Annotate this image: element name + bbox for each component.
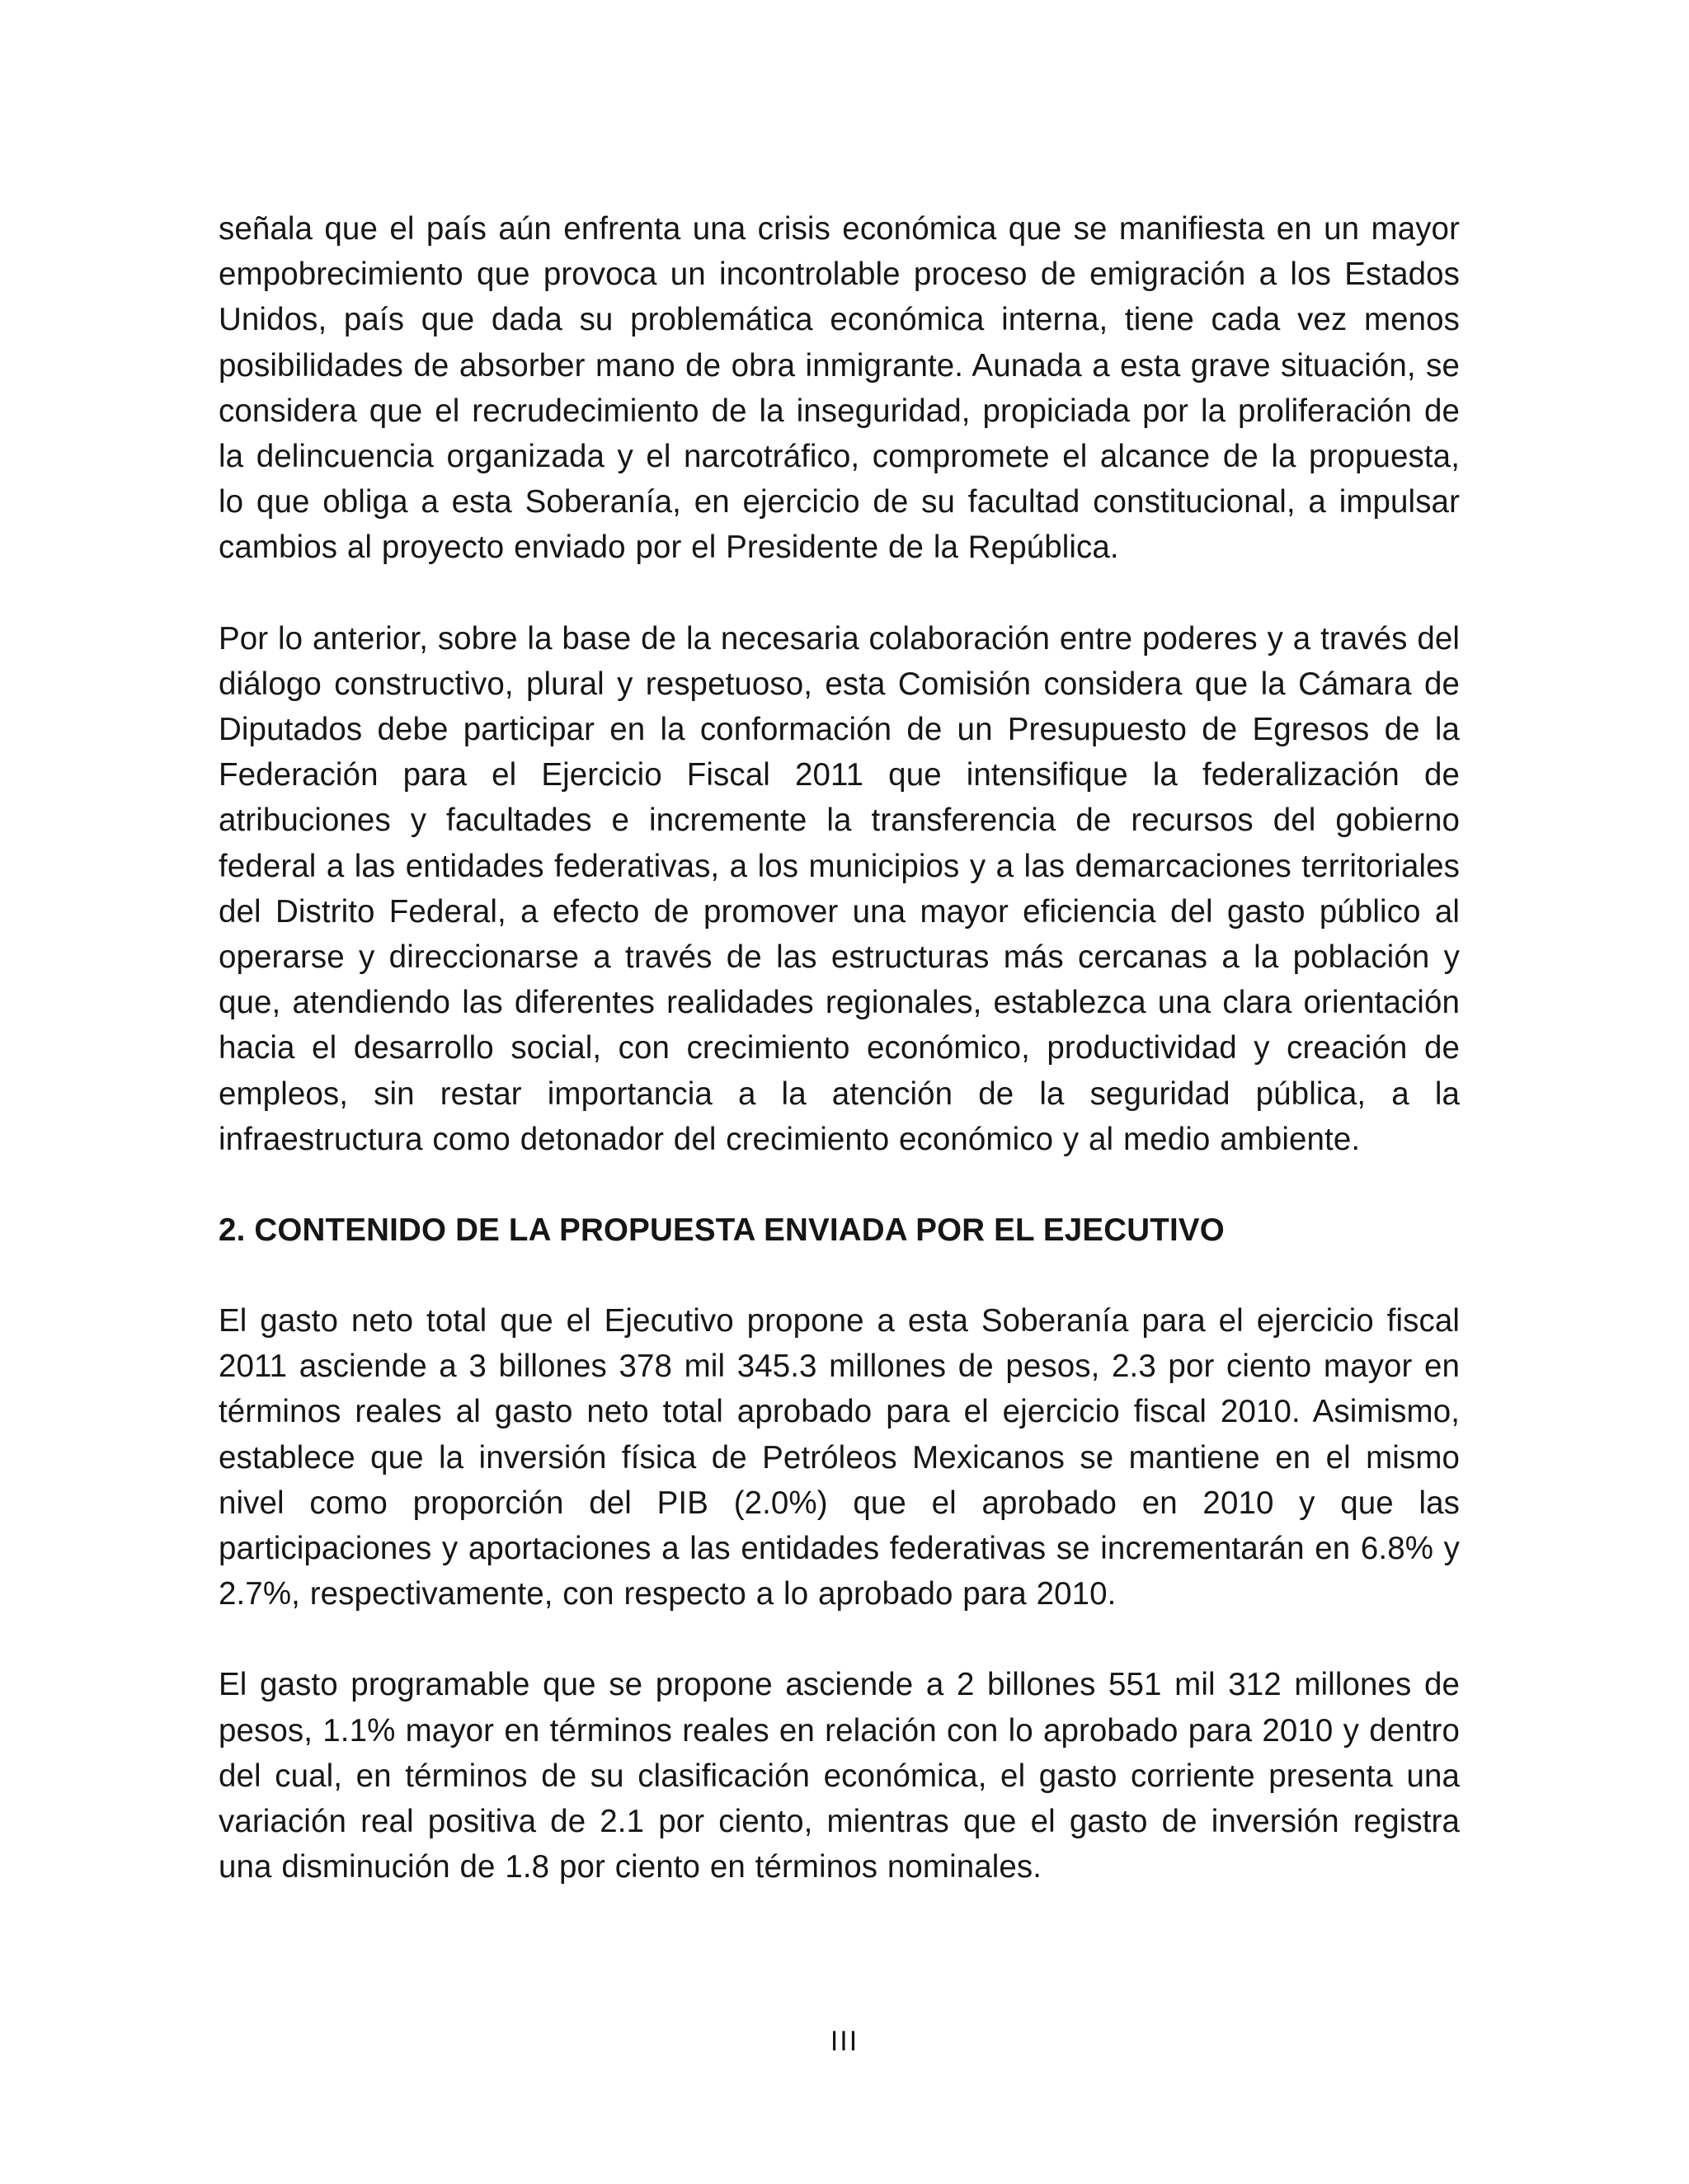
paragraph-commission-position: Por lo anterior, sobre la base de la necesaria colaboración entre poderes y a través del diálogo constructivo, plural y respetuoso, esta Comisión considera que la Cámara de Diputados debe participar en la conformación de un Presupuesto de Egresos de la Federación para el Ejercicio Fiscal 2011 que intensifique la federalización de atribuciones y facultades e incremente la transferencia de recursos del gobierno federal a las entidades federativas, a los municipios y a las demarcaciones territoriales del Distrito Federal, a efecto de promover una mayor eficiencia del gasto público al operarse y direccionarse a través de las estructuras más cercanas a la población y que, atendiendo las diferentes realidades regionales, establezca una clara orientación hacia el desarrollo social, con crecimiento económico, productividad y creación de empleos, sin restar importancia a la atención de la seguridad pública, a la infraestructura como detonador del crecimiento económico y al medio ambiente. (219, 620, 1460, 1157)
paragraph-spacer (219, 1162, 1460, 1207)
section-heading: 2. CONTENIDO DE LA PROPUESTA ENVIADA POR EL EJECUTIVO (219, 1212, 1225, 1249)
paragraph-programmable-spending: El gasto programable que se propone asciende a 2 billones 551 mil 312 millones de pesos, 1.1% mayor en términos reales en relación con lo aprobado para 2010 y dentro del cual, en términos de su clasificación económica, el gasto corriente presenta una variación real positiva de 2.1 por ciento, mientras que el gasto de inversión registra una disminución de 1.8 por ciento en términos nominales. (219, 1667, 1460, 1885)
document-body (219, 206, 1460, 1890)
paragraph-spacer (219, 1617, 1460, 1662)
paragraph-crisis-context: señala que el país aún enfrenta una crisis económica que se manifiesta en un mayor empobrecimiento que provoca un incontrolable proceso de emigración a los Estados Unidos, país que dada su problemática económica interna, tiene cada vez menos posibilidades de absorber mano de obra inmigrante. Aunada a esta grave situación, se considera que el recrudecimiento de la inseguridad, propiciada por la proliferación de la delincuencia organizada y el narcotráfico, compromete el alcance de la propuesta, lo que obliga a esta Soberanía, en ejercicio de su facultad constitucional, a impulsar cambios al proyecto enviado por el Presidente de la República. (219, 211, 1460, 566)
paragraph-spacer (219, 571, 1460, 616)
paragraph-total-spending: El gasto neto total que el Ejecutivo propone a esta Soberanía para el ejercicio fiscal 2011 asciende a 3 billones 378 mil 345.3 millones de pesos, 2.3 por ciento mayor en términos reales al gasto neto total aprobado para el ejercicio fiscal 2010. Asimismo, establece que la inversión física de Petróleos Mexicanos se mantiene en el mismo nivel como proporción del PIB (2.0%) que el aprobado en 2010 y que las participaciones y aportaciones a las entidades federativas se incrementarán en 6.8% y 2.7%, respectivamente, con respecto a lo aprobado para 2010. (219, 1303, 1460, 1612)
page-number: III (830, 2026, 859, 2057)
paragraph-spacer (219, 1253, 1460, 1298)
